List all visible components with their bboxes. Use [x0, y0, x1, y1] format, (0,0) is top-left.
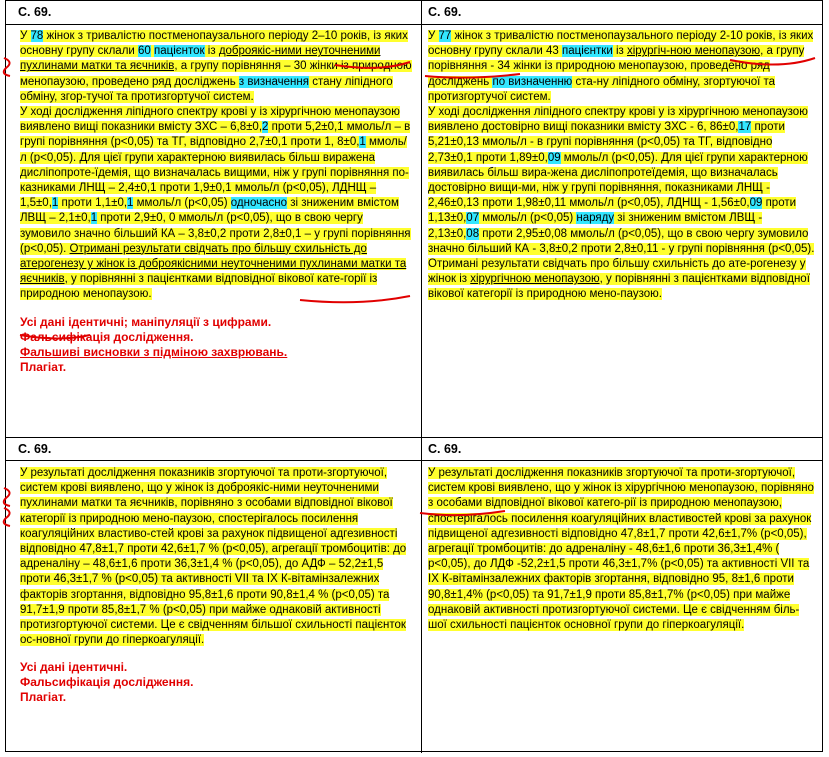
text-seg: ммоль/л (р<0,05)	[479, 212, 577, 225]
text-seg: У ході дослідження ліпідного спектру крові у із хірургічною менопаузою виявлено вищі показники вмісту ЗХС – 6,8±0,	[20, 106, 400, 134]
text-seg: вищи-ми, ніж у групі порівняння, показниками ЛНЩ - 2,46±0,13 проти 1,98±0,11 ммоль/л (р<0,05), ЛДНЩ - 1,56±0,	[428, 182, 770, 210]
highlight-number: 07	[466, 212, 480, 225]
cell-bottom-right	[428, 466, 816, 633]
text-seg: зі зниженим вмістом ЛВЩ – 2,1±0,	[20, 197, 399, 225]
highlight-number: 17	[738, 121, 752, 134]
text-seg: із	[204, 45, 219, 58]
verdict-line: Усі дані ідентичні; маніпуляції з цифрами.	[20, 314, 272, 329]
verdict-line: Плагіат.	[20, 359, 67, 374]
highlight-number: 1	[359, 136, 366, 149]
highlight-word: пацієнток	[154, 45, 205, 58]
header-top-left: С. 69.	[18, 5, 52, 19]
text-seg: вищі показники вмісту ЗХС - 6, 86±0,	[539, 121, 739, 134]
text-seg: ммоль/л (р<0,05)	[133, 197, 231, 210]
header-bottom-right: С. 69.	[428, 442, 462, 456]
verdict-line: Плагіат.	[20, 690, 67, 705]
column-divider	[421, 1, 422, 753]
text-seg: , а групу порівняння – 30 жінки із природною менопаузою, проведено ряд досліджень	[20, 60, 412, 88]
text-seg: зі зниженим вмістом ЛВЩ - 2,13±0,	[428, 212, 763, 240]
paragraph	[428, 466, 816, 633]
paragraph	[428, 257, 816, 303]
highlight-word: по визначенню	[492, 75, 573, 88]
highlight-diagnosis: доброякіс-ними неуточненими пухлинами матки та яєчників	[20, 45, 381, 73]
highlight-diagnosis: хірургічною менопаузою	[470, 273, 600, 286]
text-seg: У	[20, 30, 31, 42]
row-divider-top-header	[6, 24, 822, 25]
text-body: У результаті дослідження показників згортуючої та проти-згортуючої, систем крові виявлено, що у жінок із доброякіс-ними неуточненими пухлинами матки та яєчників, порівняно з особами відповідної вікової категорії із природною мено-паузою, спостерігалось посилення коагуляційних властиво-стей крові за рахунок підвищеної адгезивності відповідно 47,8±1,7 проти 42,6±1,7 % (р<0,05), агрегації тромбоцитів: до адреналіну – 48,6±1,6 проти 36,3±1,4 % (р<0,05), до АДФ – 52,2±1,5 проти 46,3±1,7 % (р<0,05) та активності VII та IX К-вітамінзалежних факторів згортання, відповідно 95,8±1,6 проти 90,8±1,4 % (р<0,05) та 91,7±1,9 проти 85,8±1,7 % (р<0,05) при майже однаковій активності протизгортуючої системи. Це є свідченням більшої схильності пацієнток ос-новної групи до гіперкоагуляції.	[20, 467, 407, 647]
text-seg: , у порівнянні з пацієнтками відповідної вікової кате-горії із природною менопаузою.	[20, 273, 378, 301]
highlight-number: 1	[90, 212, 98, 225]
highlight-number: 1	[127, 197, 134, 210]
highlight-conclusion: Отримані результати свідчать про більшу схильність до атерогенезу у жінок із доброякісними неуточненими пухлинами матки та яєчників	[20, 242, 407, 286]
text-seg: ммоль/л (р<0,05). Для цієї групи характерною виявилась більш вира-жена дисліпопротеїдемія, що визначалась	[428, 151, 808, 179]
text-seg: жінок з тривалістю постменопаузального періоду 2–10 років, із яких основну групу склали	[20, 30, 408, 58]
verdict-line: Фальшиві висновки з підміною захврювань.	[20, 344, 288, 359]
header-bottom-left: С. 69.	[18, 442, 52, 456]
highlight-number: 2	[262, 121, 269, 134]
highlight-number: 09	[749, 197, 763, 210]
verdict-line: Фальсифікація дослідження.	[20, 675, 194, 690]
highlight-number: 77	[438, 30, 452, 42]
row-divider-bottom-header	[6, 460, 822, 461]
cell-top-right	[428, 29, 816, 303]
text-seg: проти 2,9±0, 0 ммоль/л (р<0,05), що в свою чергу зумовило значно більший КА – 3,8±0,2 проти 2,8±0,1 – у групі порівняння (р<0,05).	[20, 212, 411, 255]
highlight-diagnosis: хірургіч-ною менопаузою	[626, 45, 761, 58]
cell-top-left	[20, 29, 412, 375]
highlight-number: 78	[30, 30, 44, 42]
text-seg: , у порівнянні з пацієнтками відповідної вікової категорії із природною мено-паузою.	[428, 273, 810, 301]
paragraph	[20, 29, 412, 105]
paragraph	[20, 105, 412, 303]
cell-bottom-left	[20, 466, 410, 705]
highlight-number: 60	[138, 45, 151, 58]
text-seg: Отримані результати свідчать про більшу схильність до ате-рогенезу у жінок із	[428, 258, 806, 286]
text-seg: стану ліпідного обміну, згор-тучої та протизгортучої систем.	[20, 75, 393, 103]
text-seg: , а групу порівняння - 34 жінки із природною менопаузою, проведено ряд досліджень	[428, 45, 805, 88]
text-seg: проти 5,2±0,1 ммоль/л – в групі порівняння (р<0,05) та ТГ, відповідно 2,7±0,1 проти 1, 8±0,	[20, 121, 411, 149]
text-body: У результаті дослідження показників згортуючої та проти-згортуючої, систем крові виявлено, що у жінок із хірургічною менопаузою, порівняно з особами відповідної вікової катего-рії із природною менопаузою, спостерігалось посилення коагуляційних властивостей крові за рахунок підвищеної адгезивності відповідно 47,8±1,7 проти 42,6±1,7% (р<0,05), агрегації тромбоцитів: до адреналіну - 48,6±1,6 проти 36,3±1,4% ( р<0,05), до ЛДФ -52,2±1,5 проти 46,3±1,7% (р<0,05) та активності VII та IX К-вітамінзалежних факторів згортання, відповідно 95, 8±1,6 проти 90,8±1,4% (р<0,05) та 91,7±1,9 проти 85,8±1,7% (р<0,05) при майже однаковій активності протизгортуючої системи. Це є свідченням біль-шої схильності пацієнток основної групи до гіперкоагуляції.	[428, 467, 814, 632]
text-seg: У	[428, 30, 439, 42]
verdict-line: Фальсифікація дослідження.	[20, 329, 194, 344]
text-seg: ста-ну ліпідного обміну, згортуючої та протизгортучої систем.	[428, 75, 776, 103]
highlight-number: 1	[51, 197, 59, 210]
text-seg: проти 1,13±0,	[428, 197, 797, 225]
text-seg: проти 1,1±0,	[58, 197, 128, 210]
text-seg: ммоль/л (р<0,05). Для цієї групи характерною виявилась більш виражена дисліпопроте-їдемія, що визначалась вищими, ніж у групі порівняння по-казниками ЛНЩ – 2,4±0,1 проти 1,9±0,1 ммоль/л (р<0,05), ЛДНЩ – 1,5±0,	[20, 136, 409, 210]
text-seg: жінок з тривалістю постменопаузального періоду 2-10 років, із яких основну групу склали	[428, 30, 814, 58]
verdict-line: Усі дані ідентичні.	[20, 660, 128, 675]
highlight-word: одночасно	[230, 197, 287, 210]
highlight-number: 08	[466, 227, 480, 240]
text-seg: проти 2,95±0,08 ммоль/л (р<0,05), що в свою чергу зумовило значно більший КА - 3,8±0,2 проти 2,8±0,11 - у групі порівняння (р<0,05).	[428, 227, 815, 255]
text-seg: У ході дослідження ліпідного спектру крові у із хірургічною менопаузою виявлено	[428, 106, 808, 134]
paragraph	[428, 29, 816, 105]
text-seg: достовірно	[428, 182, 487, 195]
highlight-number: 09	[547, 151, 561, 164]
row-divider-middle	[6, 437, 822, 438]
highlight-word: пацієнтки	[562, 45, 613, 58]
text-seg: 43	[546, 45, 559, 58]
highlight-word: наряду	[576, 212, 615, 225]
text-seg: із	[612, 45, 627, 58]
text-seg: проти 5,21±0,13 ммоль/л - в групі порівняння (р<0,05) та ТГ, відповідно 2,73±0,1 проти 1,89±0,	[428, 121, 785, 164]
paragraph	[428, 105, 816, 257]
header-top-right: С. 69.	[428, 5, 462, 19]
highlight-word: з визначення	[238, 75, 309, 88]
text-seg: достовірно	[481, 121, 540, 134]
paragraph	[20, 466, 410, 648]
